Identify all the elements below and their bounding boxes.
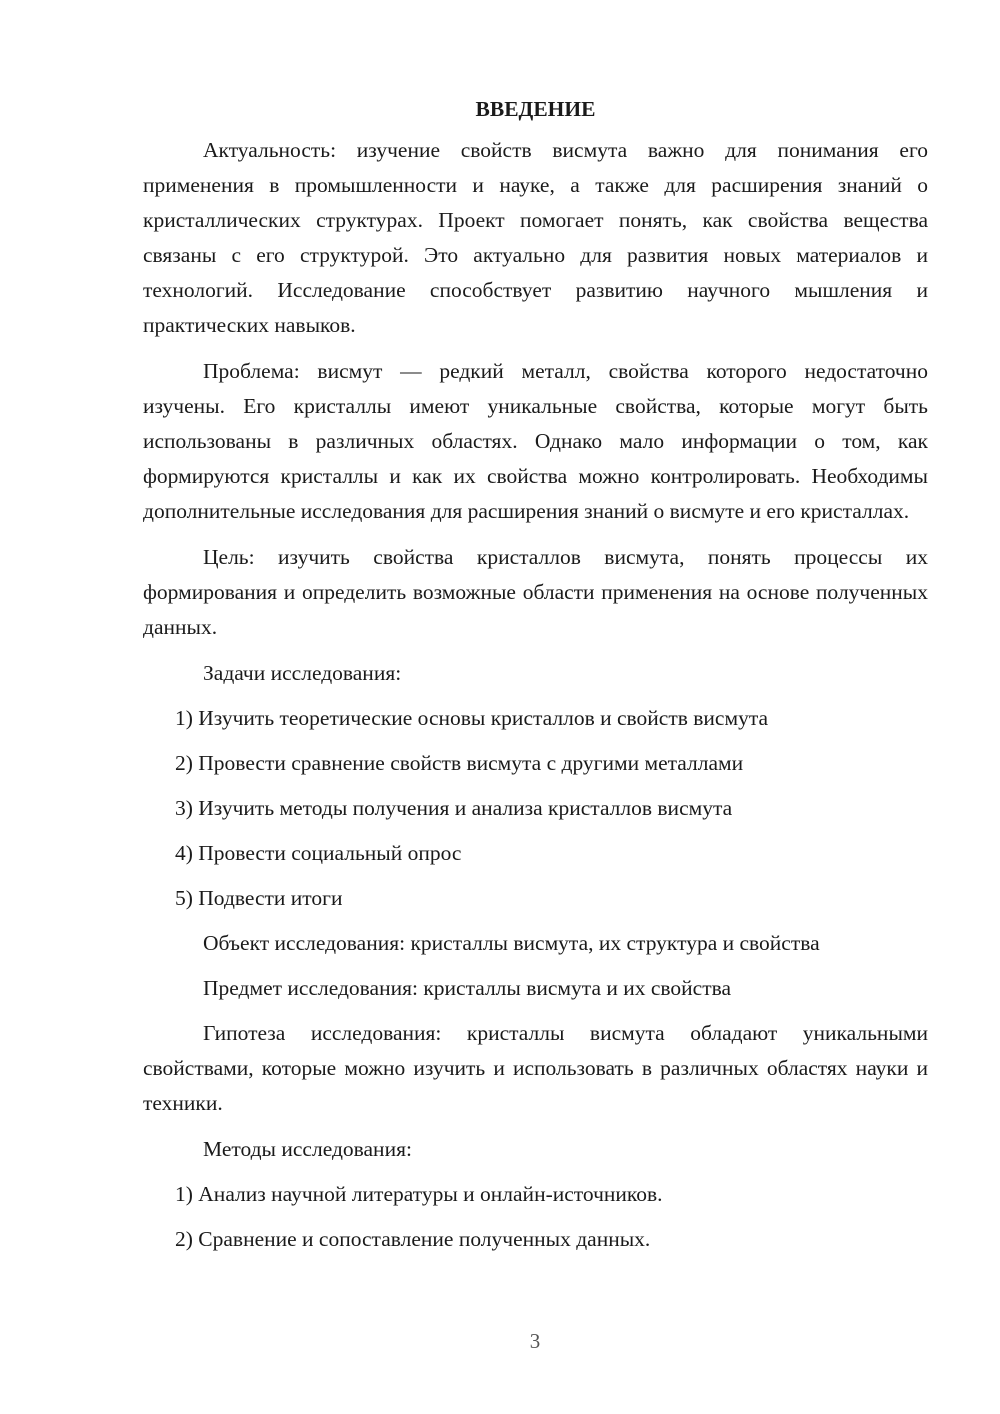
page-number: 3 [529, 1329, 541, 1353]
methods-heading: Методы исследования: [203, 1137, 412, 1161]
list-item: 4) Провести социальный опрос [175, 841, 462, 865]
list-item: 2) Сравнение и сопоставление полученных данных. [175, 1227, 651, 1251]
document-page [143, 92, 928, 1267]
list-item: 1) Анализ научной литературы и онлайн-источников. [175, 1182, 663, 1206]
relevance-paragraph: Актуальность: изучение свойств висмута важно для понимания его применения в промышленности и науке, а также для расширения знаний о кристаллических структурах. Проект помогает понять, как свойства вещества связаны с его структурой. Это актуально для развития новых материалов и технологий. Исследование способствует развитию научного мышления и практических навыков. [143, 138, 928, 337]
section-title: ВВЕДЕНИЕ [475, 97, 596, 121]
object-line: Объект исследования: кристаллы висмута, их структура и свойства [203, 931, 820, 955]
methods-list [143, 1177, 928, 1257]
subject-line: Предмет исследования: кристаллы висмута и их свойства [203, 976, 732, 1000]
problem-paragraph: Проблема: висмут — редкий металл, свойства которого недостаточно изучены. Его кристаллы имеют уникальные свойства, которые могут быть использованы в различных областях. Однако мало информации о том, как формируются кристаллы и как их свойства можно контролировать. Необходимы дополнительные исследования для расширения знаний о висмуте и его кристаллах. [143, 359, 928, 523]
list-item: 1) Изучить теоретические основы кристаллов и свойств висмута [175, 706, 769, 730]
goal-paragraph: Цель: изучить свойства кристаллов висмута, понять процессы их формирования и определить возможные области применения на основе полученных данных. [143, 545, 928, 639]
list-item: 3) Изучить методы получения и анализа кристаллов висмута [175, 796, 733, 820]
tasks-heading: Задачи исследования: [203, 661, 402, 685]
list-item: 2) Провести сравнение свойств висмута с другими металлами [175, 751, 744, 775]
list-item: 5) Подвести итоги [175, 886, 343, 910]
tasks-list [143, 701, 928, 916]
hypothesis-paragraph: Гипотеза исследования: кристаллы висмута обладают уникальными свойствами, которые можно изучить и использовать в различных областях науки и техники. [143, 1021, 928, 1115]
